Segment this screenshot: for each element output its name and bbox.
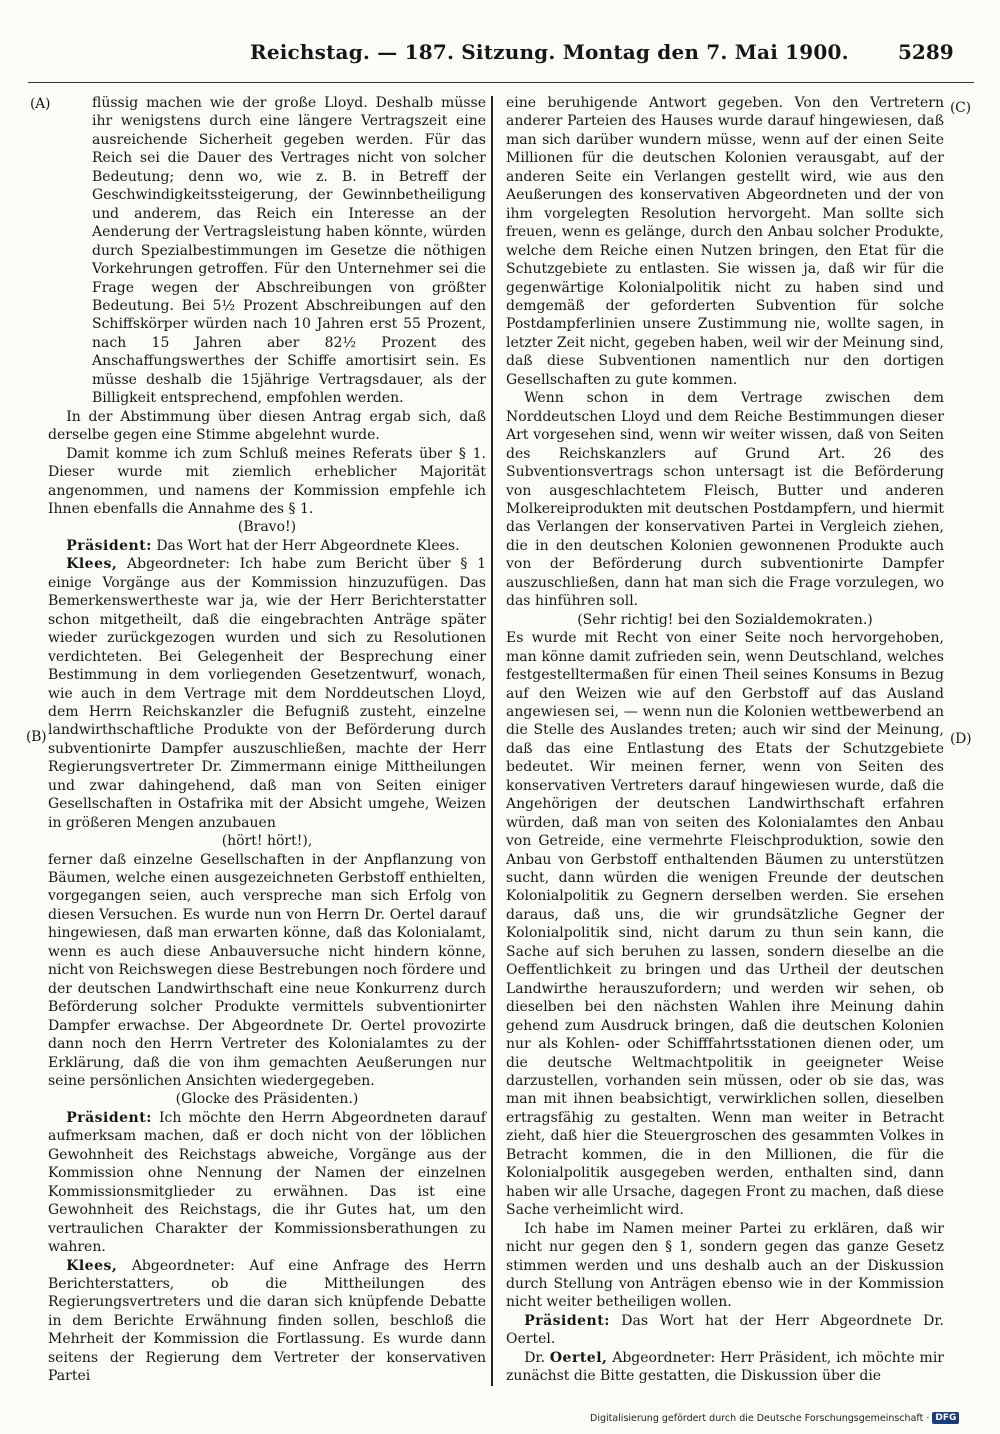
margin-mark-d: (D) <box>950 731 972 747</box>
paragraph: Ich habe im Namen meiner Partei zu erklären, daß wir nicht nur gegen den § 1, sondern gegen das ganze Gesetz stimmen werden und uns deshalb auch an der Diskussion durch Stellung von Anträgen ebenso wie in der Kommission nicht weiter betheiligen wollen. <box>506 1220 944 1311</box>
paragraph: Damit komme ich zum Schluß meines Referats über § 1. Dieser wurde mit ziemlich erheblicher Majorität angenommen, und namens der Kommission empfehle ich Ihnen ebenfalls die Annahme des § 1. <box>48 445 486 517</box>
paragraph: ferner daß einzelne Gesellschaften in der Anpflanzung von Bäumen, welche einen ausgezeichneten Gerbstoff enthielten, vorgegangen seien, auch verspreche man sich Erfolg von diesen Versuchen. Es wurde nun von Herrn Dr. Oertel darauf hingewiesen, daß man erwarten könne, daß das Kolonialamt, wenn es auch diese Anbauversuche nicht hindern könne, nicht von Reichswegen diese Bestrebungen noch fördere und der deutschen Landwirthschaft eine neue Konkurrenz durch Beförderung solcher Produkte vermittels subventionirter Dampfer erwachse. Der Abgeordnete Dr. Oertel provozirte dann noch den Herrn Vertreter des Kolonialamtes zu der Erklärung, daß die von ihm gemachten Aeußerungen nur seine persönlichen Ansichten wiedergegeben. <box>48 851 486 1090</box>
paragraph: Wenn schon in dem Vertrage zwischen dem Norddeutschen Lloyd und dem Reiche Bestimmungen dieser Art vorgesehen sind, wenn wir weiter wissen, daß von Seiten des Reichskanzlers auf Grund Art. 26 des Subventionsvertrags schon untersagt ist die Beförderung von ausgeschlachtetem Fleisch, Butter und anderen Molkereiprodukten mit deutschen Postdampfern, und hiermit das Verlangen der konservativen Partei in Vergleich ziehen, die in den deutschen Kolonien gewonnenen Produkte auch von der Beförderung durch subventionirte Dampfer auszuschließen, dann hat man sich die Frage vorzulegen, wo das hinführen soll. <box>506 390 944 610</box>
paragraph <box>506 1312 944 1349</box>
speech-text: Das Wort hat der Herr Abgeordnete Klees. <box>151 537 460 554</box>
paragraph <box>48 1257 486 1386</box>
paragraph: Es wurde mit Recht von einer Seite noch hervorgehoben, man könne damit zufrieden sein, wenn Deutschland, welches festgestelltermaßen für einen Theil seines Konsums in Bezug auf den Weizen wie auf den Gerbstoff auf das Ausland angewiesen sei, — wenn nun die Kolonien wettbewerbend an die Stelle des Auslandes treten; auch wir sind der Meinung, daß das eine Entlastung des Etats der Schutzgebiete bedeutet. Wir meinen ferner, wenn von Seiten des konservativen Vertreters darauf hingewiesen wurde, daß die Angehörigen der deutschen Landwirthschaft erfahren würden, daß man von seiten des Kolonialamtes den Anbau von Getreide, eine vermehrte Fleischproduktion, sowie den Anbau von Gerbstoff enthaltenden Bäumen zu unterstützen sucht, dann würden die wenigen Freunde der deutschen Kolonialpolitik zu Gegnern derselben werden. Sie ersehen daraus, daß uns, die wir grundsätzliche Gegner der Kolonialpolitik sind, nicht darum zu thun sein kann, die Sache auf sich beruhen zu lassen, sondern dieselbe an die Oeffentlichkeit zu bringen und das Urtheil der deutschen Landwirthe herauszufordern; und werden wir sehen, ob dieselben bei den nächsten Wahlen ihre Meinung dahin gehend zum Ausdruck bringen, daß die deutschen Kolonien nur als Kohlen- oder Schifffahrtsstationen dienen oder, um die deutsche Weltmachtpolitik in geeigneter Weise darzustellen, vorhanden sein müssen, oder ob sie das, was man mit ihnen beabsichtigt, verwirklichen sollen, dieselben ertragsfähig zu gestalten. Wenn man weiter in Betracht zieht, daß hier die Steuergroschen des gesammten Volkes in Betracht kommen, die in den Millionen, die für die Kolonialpolitik ausgegeben werden, enthalten sind, dann haben wir alle Ursache, dagegen Front zu machen, daß diese Sache verheimlicht wird. <box>506 630 944 1219</box>
column-divider <box>491 96 493 1386</box>
interjection: (hört! hört!), <box>221 833 313 850</box>
header-rule <box>28 82 974 83</box>
paragraph: eine beruhigende Antwort gegeben. Von den Vertretern anderer Parteien des Hauses wurde darauf hingewiesen, daß man sich darüber wundern müsse, wenn auf der einen Seite Millionen für die deutschen Kolonien verausgabt, auf der anderen Seite ein Verlangen gestellt wird, wie aus den Aeußerungen des konservativen Abgeordneten und der von ihm vorgelegten Resolution hervorgeht. Man sollte sich freuen, wenn es gelänge, durch den Anbau solcher Produkte, welche dem Reiche einen Nutzen bringen, den Etat für die Schutzgebiete zu entlasten. Sie wissen ja, daß wir für die gegenwärtige Kolonialpolitik nicht zu haben sind und demgemäß der geforderten Subvention für solche Postdampferlinien unsere Zustimmung nie, wollte sagen, in letzter Zeit nicht, gegeben haben, weil wir der Meinung sind, daß diese Subventionen namentlich nur den dortigen Gesellschaften zu gute kommen. <box>506 95 944 388</box>
speech-text: Abgeordneter: Auf eine Anfrage des Herrn Berichterstatters, ob die Mittheilungen des Regierungsvertreters und die daran sich knüpfende Debatte in dem Berichte Erwähnung finden sollen, beschloß die Mehrheit der Kommission die Fortlassung. Es wurde dann seitens der Regierung dem Vertreter der konservativen Partei <box>48 1257 486 1385</box>
running-title: Reichstag. — 187. Sitzung. Montag den 7. Mai 1900. <box>250 40 849 64</box>
margin-mark-a: (A) <box>30 96 51 112</box>
speech-text: Das Wort hat der Herr Abgeordnete Dr. Oertel. <box>506 1312 944 1348</box>
speaker-name: Präsident: <box>524 1312 610 1329</box>
paragraph <box>48 537 486 555</box>
speech-text: Abgeordneter: Ich habe zum Bericht über § 1 einige Vorgänge aus der Kommission hinzuzufügen. Das Bemerkenswertheste war ja, wie der Herr Berichterstatter schon mitgetheilt, daß die eingebrachten Anträge später wieder zurückgezogen wurden und sich zu Resolutionen verdichteten. Bei Gelegenheit der Besprechung einer Bestimmung in dem vorliegenden Gesetzentwurf, wonach, wie auch in dem Vertrage mit dem Norddeutschen Lloyd, dem Herrn Reichskanzler die Befugniß zusteht, einzelne landwirthschaftliche Produkte von der Beförderung durch subventionirte Dampfer auszuschließen, machte der Herr Regierungsvertreter Dr. Zimmermann einige Mittheilungen und zwar dahingehend, daß man von Seiten einiger Gesellschaften in Ostafrika mit der Absicht umgehe, Weizen in größeren Mengen anzubauen <box>48 556 486 831</box>
digitization-credit <box>590 1412 996 1424</box>
paragraph: In der Abstimmung über diesen Antrag ergab sich, daß derselbe gegen eine Stimme abgelehnt wurde. <box>48 408 486 444</box>
speaker-name: Klees, <box>66 556 118 573</box>
speech-text: Ich möchte den Herrn Abgeordneten darauf aufmerksam machen, daß er doch nicht von der löblichen Gewohnheit des Reichstags abweiche, Vorgänge aus der Kommission ohne Nennung der Namen der einzelnen Kommissionsmitglieder zu erwähnen. Das ist eine Gewohnheit des Reichstags, die ihr Gutes hat, um den vertraulichen Charakter der Kommissionsberathungen zu wahren. <box>48 1109 486 1256</box>
margin-mark-b: (B) <box>26 729 47 745</box>
interjection: (Bravo!) <box>237 519 297 536</box>
credit-text: Digitalisierung gefördert durch die Deutsche Forschungsgemeinschaft · <box>590 1412 930 1424</box>
speaker-name: Präsident: <box>66 1109 152 1126</box>
paragraph <box>506 1349 944 1386</box>
interjection: (Glocke des Präsidenten.) <box>175 1091 359 1108</box>
speaker-title: Dr. <box>524 1349 550 1366</box>
speaker-name: Oertel, <box>549 1349 608 1366</box>
right-column <box>506 94 944 1386</box>
dfg-logo: DFG <box>932 1412 959 1424</box>
paragraph: flüssig machen wie der große Lloyd. Deshalb müsse ihr wenigstens durch eine längere Vertragszeit eine ausreichende Sicherheit gegeben werden. Für das Reich sei die Dauer des Vertrages nicht von solcher Bedeutung; denn wo, wie z. B. in Betreff der Geschwindigkeitssteigerung, der Gewinnbetheiligung und anderem, das Reich ein Interesse an der Aenderung der Vertragsleistung haben könnte, würden durch Spezialbestimmungen im Gesetze die nöthigen Vorkehrungen getroffen. Für den Unternehmer sei die Frage wegen der Abschreibungen von größter Bedeutung. Bei 5½ Prozent Abschreibungen auf den Schiffskörper würden nach 10 Jahren erst 55 Prozent, nach 15 Jahren aber 82½ Prozent des Anschaffungswerthes der Schiffe amortisirt sein. Es müsse deshalb die 15jährige Vertragsdauer, als der Billigkeit entsprechend, empfohlen werden. <box>92 95 486 407</box>
left-column <box>48 94 486 1386</box>
paragraph <box>48 555 486 832</box>
page-number: 5289 <box>898 40 954 64</box>
speech-text: Abgeordneter: Herr Präsident, ich möchte mir zunächst die Bitte gestatten, die Diskussion über die <box>506 1349 945 1385</box>
paragraph <box>48 1109 486 1257</box>
speaker-name: Präsident: <box>66 537 152 554</box>
speaker-name: Klees, <box>66 1257 118 1274</box>
margin-mark-c: (C) <box>950 100 971 116</box>
interjection: (Sehr richtig! bei den Sozialdemokraten.) <box>577 611 873 628</box>
